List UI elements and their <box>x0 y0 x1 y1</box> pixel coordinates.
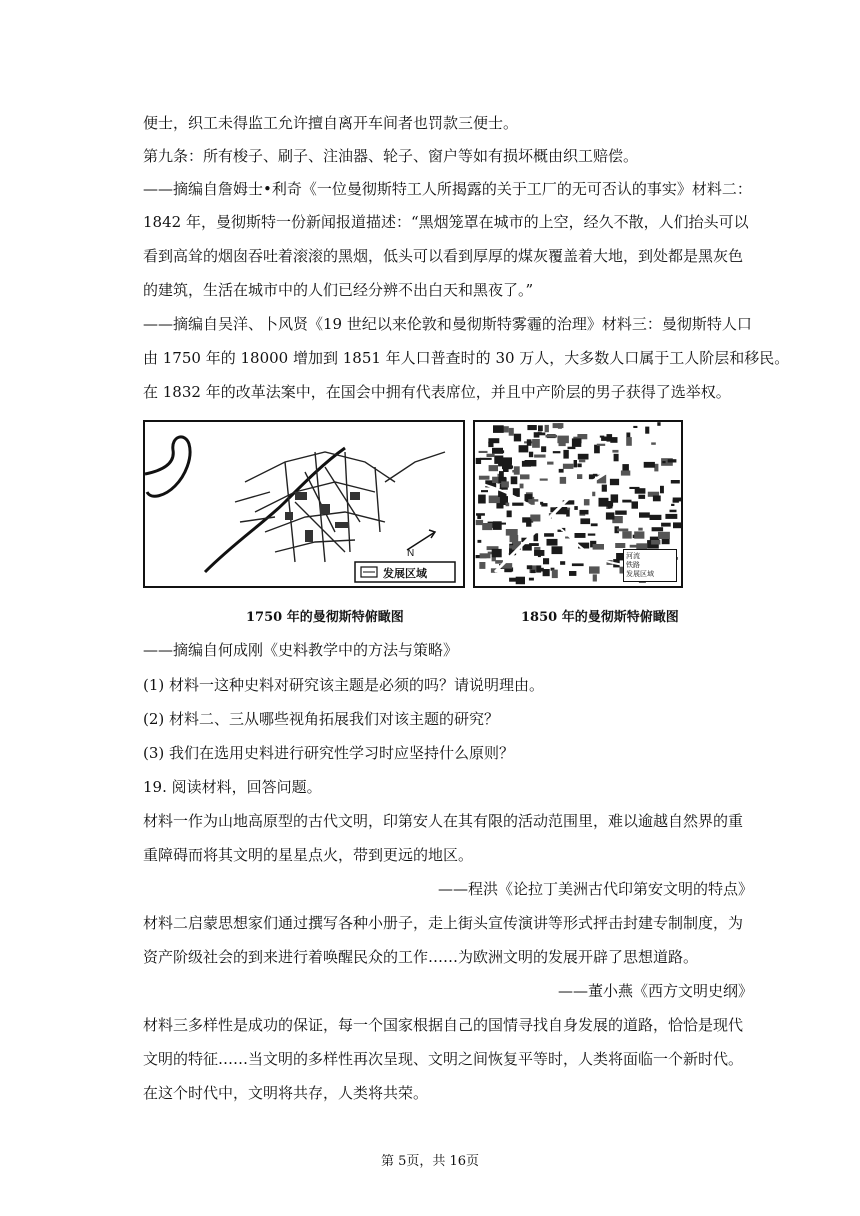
map2-legend-rail: 铁路 <box>626 562 640 569</box>
text-line: 重障碍而将其文明的星星点火，带到更远的地区。 <box>143 846 474 864</box>
question-2: (2) 材料二、三从哪些视角拓展我们对该主题的研究？ <box>143 710 500 728</box>
text-line: 在 1832 年的改革法案中，在国会中拥有代表席位，并且中产阶层的男子获得了选举权。 <box>143 383 731 401</box>
map2-legend-river: 河流 <box>626 553 640 560</box>
source-attribution: ——董小燕《西方文明史纲》 <box>557 982 753 1000</box>
question-19-heading: 19. 阅读材料，回答问题。 <box>143 778 322 796</box>
text-line: 资产阶级社会的到来进行着唤醒民众的工作……为欧洲文明的发展开辟了思想道路。 <box>143 948 699 966</box>
text-line: 材料二启蒙思想家们通过撰写各种小册子，走上街头宣传演讲等形式抨击封建专制制度，为 <box>143 914 744 932</box>
text-line: 文明的特征……当文明的多样性再次呈现、文明之间恢复平等时，人类将面临一个新时代。 <box>143 1050 744 1068</box>
map-1850 <box>473 420 683 588</box>
map-1750 <box>143 420 465 588</box>
page-footer: 第 5页，共 16页 <box>380 1154 480 1169</box>
text-line: 在这个时代中，文明将共存，人类将共荣。 <box>143 1084 429 1102</box>
text-line: 的建筑，生活在城市中的人们已经分辨不出白天和黑夜了。” <box>143 281 534 299</box>
text-line: 看到高耸的烟囱吞吐着滚滚的黑烟，低头可以看到厚厚的煤灰覆盖着大地，到处都是黑灰色 <box>143 247 744 265</box>
svg-text:N: N <box>407 548 415 559</box>
map2-legend <box>623 549 677 582</box>
text-line: 材料一作为山地高原型的古代文明，印第安人在其有限的活动范围里，难以逾越自然界的重 <box>143 812 744 830</box>
source-attribution: ——程洪《论拉丁美洲古代印第安文明的特点》 <box>437 880 753 898</box>
text-line: 1842 年，曼彻斯特一份新闻报道描述：“黑烟笼罩在城市的上空，经久不散，人们抬头可以 <box>143 213 749 231</box>
question-1: (1) 材料一这种史料对研究该主题是必须的吗？请说明理由。 <box>143 676 545 694</box>
map2-legend-area: 发展区域 <box>626 571 654 578</box>
text-line: 材料三多样性是成功的保证，每一个国家根据自己的国情寻找自身发展的道路，恰恰是现代 <box>143 1016 744 1034</box>
text-line: ——摘编自詹姆士•利奇《一位曼彻斯特工人所揭露的关于工厂的无可否认的事实》材料二： <box>143 180 752 198</box>
map-caption-1850: 1850 年的曼彻斯特俯瞰图 <box>521 610 679 625</box>
question-3: (3) 我们在选用史料进行研究性学习时应坚持什么原则？ <box>143 744 515 762</box>
map1-legend-label: 发展区域 <box>383 568 427 580</box>
text-line: 便士，织工未得监工允许擅自离开车间者也罚款三便士。 <box>143 114 519 132</box>
map-caption-1750: 1750 年的曼彻斯特俯瞰图 <box>246 610 404 625</box>
text-line: ——摘编自何成刚《史料教学中的方法与策略》 <box>143 641 459 659</box>
map-figure <box>143 420 689 590</box>
text-line: 由 1750 年的 18000 增加到 1851 年人口普查时的 30 万人，大多数人口属于工人阶层和移民。 <box>143 349 790 367</box>
text-line: ——摘编自吴洋、卜风贤《19 世纪以来伦敦和曼彻斯特雾霾的治理》材料三：曼彻斯特人口 <box>143 315 752 333</box>
text-line: 第九条：所有梭子、刷子、注油器、轮子、窗户等如有损坏概由织工赔偿。 <box>143 147 639 165</box>
